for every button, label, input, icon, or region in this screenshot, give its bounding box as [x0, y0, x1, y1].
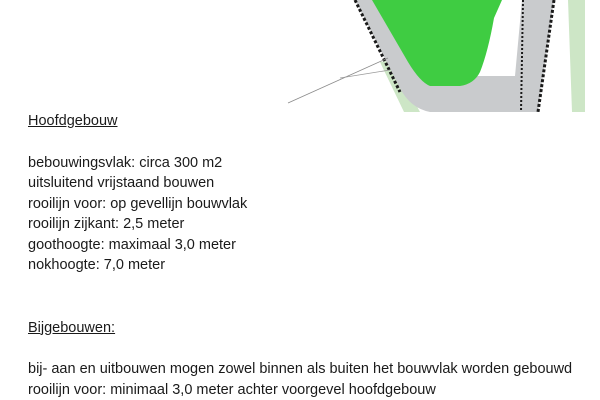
verge-area [568, 0, 585, 112]
section-heading-main-building: Hoofdgebouw [28, 113, 118, 129]
rule-line: goothoogte: maximaal 3,0 meter [28, 236, 236, 253]
parcel-line [340, 70, 390, 78]
spacer [28, 276, 600, 318]
rule-line: rooilijn voor: minimaal 3,0 meter achter voorgevel hoofdgebouw [28, 381, 436, 398]
site-plan-map [280, 0, 600, 112]
parcel-line [288, 58, 388, 103]
spacer [28, 132, 600, 153]
rule-line: bij- aan en uitbouwen mogen zowel binnen als buiten het bouwvlak worden gebouwd [28, 361, 573, 377]
rule-line: nokhoogte: 7,0 meter [28, 257, 166, 273]
rule-line: rooilijn voor: op gevellijn bouwvlak [28, 195, 248, 212]
rule-line: uitsluitend vrijstaand bouwen [28, 175, 215, 191]
spacer [28, 338, 600, 359]
rule-line: rooilijn zijkant: 2,5 meter [28, 216, 185, 232]
zoning-rules-document [28, 111, 600, 400]
rule-line: bebouwingsvlak: circa 300 m2 [28, 154, 223, 171]
section-heading-outbuildings: Bijgebouwen: [28, 319, 116, 336]
